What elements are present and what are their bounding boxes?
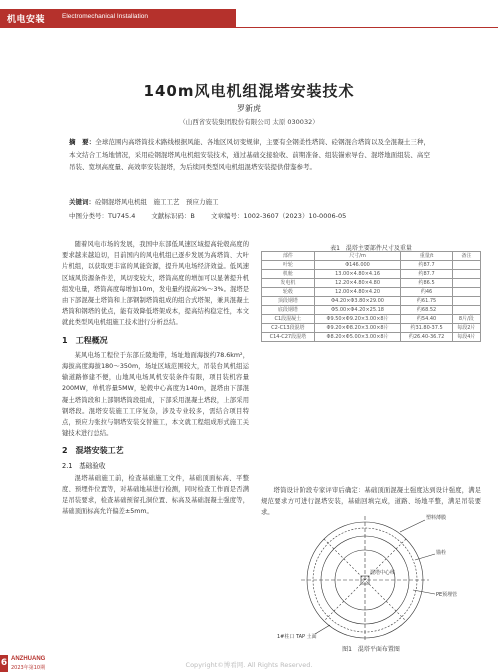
- table-row: [262, 270, 481, 279]
- table-header-cell: 部件: [262, 252, 315, 261]
- copyright-notice: Copyright©博看网. All Rights Reserved.: [185, 661, 313, 669]
- table-caption: 表1 混塔主要部件尺寸及重量: [330, 245, 412, 252]
- figure-caption: 图1 混塔平面布置图: [342, 646, 400, 653]
- journal-name: ANZHUANG: [11, 656, 46, 662]
- abstract: [69, 136, 430, 174]
- table-cell: Φ8.20×Φ5.00×3.00×8片: [314, 333, 401, 342]
- table-cell: 底段钢塔: [262, 306, 315, 315]
- keywords-label: 关键词：: [69, 198, 95, 206]
- table-cell: Φ4.20×Φ3.80×29.00: [314, 297, 401, 306]
- tower-plan-figure: [275, 510, 465, 642]
- left-column: [62, 239, 249, 518]
- table-cell: 约31.80-37.5: [401, 324, 452, 333]
- label-bottom: 1#柱口 TAP 土面: [277, 634, 317, 640]
- table-header-row: [262, 252, 481, 261]
- table-cell: 约86.5: [401, 279, 452, 288]
- table-cell: 叶轮: [262, 261, 315, 270]
- table-row: [262, 306, 481, 315]
- section-category: 机电安装: [7, 15, 46, 25]
- label-center-line: 混塔中心线: [370, 570, 396, 576]
- keywords-text: 砼钢混塔风电机组 施工工艺 预应力施工: [95, 198, 219, 206]
- keywords: [69, 197, 219, 206]
- section-1-paragraph: 某风电场工程位于东部丘陵地带，场址地面海拔约78.6km²，海拔高度海拔180～350m，场址区域范围较大，吊装台风机组运输道路修建不便，山地风电场风机安装条件有限，项目装机容量200MW，单机容量5MW，轮毂中心高度为140m，混塔由下部混凝土塔筒段和上部钢塔筒段组成，下部采用混凝土塔段，上部采用钢塔段。混塔安装施工工序复杂，涉及专业较多，需结合项目特点，预应力张拉与钢塔安装交替施工，本文就工程组成形式施工关键技术进行总结。: [62, 351, 249, 438]
- article-number: 文章编号：1002-3607（2023）10-0006-05: [210, 212, 347, 220]
- table-cell: [452, 297, 480, 306]
- label-anchor-bolt: 锚栓: [436, 550, 447, 556]
- table-cell: 约26.40-36.72: [401, 333, 452, 342]
- table-cell: 约61.75: [401, 297, 452, 306]
- page-header: [0, 0, 498, 31]
- table-cell: [452, 288, 480, 297]
- section-1-heading: 1 工程概况: [62, 335, 108, 345]
- right-paragraph: 塔筒设计阶段专家评审后确定：基础顶面混凝土强度达到设计强度，满足规范要求方可进行混塔安装，基础回填完成，道路、场地平整，满足吊装要求。: [261, 487, 481, 517]
- table-header-cell: 备注: [452, 252, 480, 261]
- table-cell: C14-C27段混塔: [262, 333, 315, 342]
- table-cell: 顶段钢塔: [262, 297, 315, 306]
- label-plastic-film: 塑料薄膜: [426, 515, 447, 521]
- article-meta: [69, 211, 360, 220]
- table-cell: [452, 306, 480, 315]
- table-cell: [452, 261, 480, 270]
- table-cell: 机舱: [262, 270, 315, 279]
- table-row: [262, 279, 481, 288]
- table-row: [262, 333, 481, 342]
- table-cell: 约54.40: [401, 315, 452, 324]
- table-cell: 每段2片: [452, 324, 480, 333]
- table-row: [262, 288, 481, 297]
- section-category-en: Electromechanical Installation: [62, 13, 148, 20]
- table-cell: 轮毂: [262, 288, 315, 297]
- journal-issue: 2023年第10期: [11, 665, 46, 671]
- abstract-text: 全球范围内高塔筒技术路线根据风能、各地区风切变规律，主要有全钢柔性塔筒、砼钢混合塔筒以及全混凝土三种，本文结合工场地情况，采用砼钢混塔风电机组安装技术，通过基础交接验收、前期准备、组装锚索导台、混塔地面组装、高空吊装、宽坝高度量、高效率安装混塔，为后续同类型风电机组混塔安装提供借鉴参考。: [69, 138, 431, 171]
- table-cell: 12.20×4.80×4.80: [314, 279, 401, 288]
- intro-paragraph: 随着风电市场的发展，我国中东部低风速区域提高轮毂高度的要求越来越迫切，目前国内的风电机组已逐步发展为高塔筒、大叶片机组，以获取更丰富的风能资源，提升风电场经济效益。低风速区域风资源条件差，风切变较大，塔筒高度的增加可以显著提升机组发电量，塔筒高度每增加10m，发电量约提高2%～3%。混塔是由下部混凝土塔筒和上部钢制塔筒组成的组合式塔架，兼具混凝土塔筒和钢塔的优点，能有效降低塔架成本，提高结构稳定性，本文就此类型风电机组施工技术进行分析总结。: [62, 241, 249, 327]
- components-table: [261, 251, 481, 342]
- section-2-1-paragraph: 混塔基础施工前，检查基础施工文件，基础顶面标高、平整度、预埋件位置等，对基础地基进行检测，同时检查工作面是否满足吊装要求，检查基础预留孔洞位置、标高及基础混凝土强度等，基础顶面标高允许偏差±5mm。: [62, 474, 249, 516]
- table-cell: [452, 279, 480, 288]
- table-header-cell: 重量/t: [401, 252, 452, 261]
- table-row: [262, 297, 481, 306]
- table-row: [262, 315, 481, 324]
- table-header-cell: 尺寸/m: [314, 252, 401, 261]
- table-cell: 每段4片: [452, 333, 480, 342]
- header-rule: [236, 27, 498, 28]
- leader-sheath: [413, 590, 435, 594]
- table-cell: [452, 270, 480, 279]
- document-code: 文献标识码：B: [151, 212, 195, 220]
- table-row: [262, 261, 481, 270]
- section-2-1-heading: 2.1 基础验收: [62, 461, 106, 470]
- author-affiliation: （山西省安装集团股份有限公司 太原 030032）: [179, 118, 319, 126]
- page-number: 6: [0, 655, 8, 672]
- table-cell: 约68.52: [401, 306, 452, 315]
- table-cell: 13.00×4.80×4.16: [314, 270, 401, 279]
- table-cell: 约87.7: [401, 270, 452, 279]
- abstract-label: 摘 要：: [69, 138, 96, 146]
- table-cell: C1段混凝土: [262, 315, 315, 324]
- table-row: [262, 324, 481, 333]
- table-cell: Φ9.50×Φ9.20×3.00×8片: [314, 315, 401, 324]
- table-cell: 8片/段: [452, 315, 480, 324]
- section-2-heading: 2 混塔安装工艺: [62, 446, 124, 456]
- table-cell: Φ9.20×Φ8.20×3.00×8片: [314, 324, 401, 333]
- table-cell: Φ146.000: [314, 261, 401, 270]
- leader-bottom: [315, 625, 330, 634]
- table-cell: 约87.7: [401, 261, 452, 270]
- table-cell: 12.00×4.80×4.20: [314, 288, 401, 297]
- table-cell: 约46: [401, 288, 452, 297]
- article-title: 140m风电机组混塔安装技术: [143, 82, 355, 100]
- table-cell: 发电机: [262, 279, 315, 288]
- table-cell: Φ5.00×Φ4.20×25.18: [314, 306, 401, 315]
- clc-number: 中图分类号：TU745.4: [69, 212, 136, 220]
- tower-plan-drawing: [275, 510, 465, 642]
- leader-top: [400, 520, 425, 532]
- article-author: 罗新虎: [237, 104, 261, 113]
- table-body: [262, 261, 481, 342]
- label-pe-sheath: PE预埋管: [436, 592, 458, 598]
- table-cell: C2-C13段混塔: [262, 324, 315, 333]
